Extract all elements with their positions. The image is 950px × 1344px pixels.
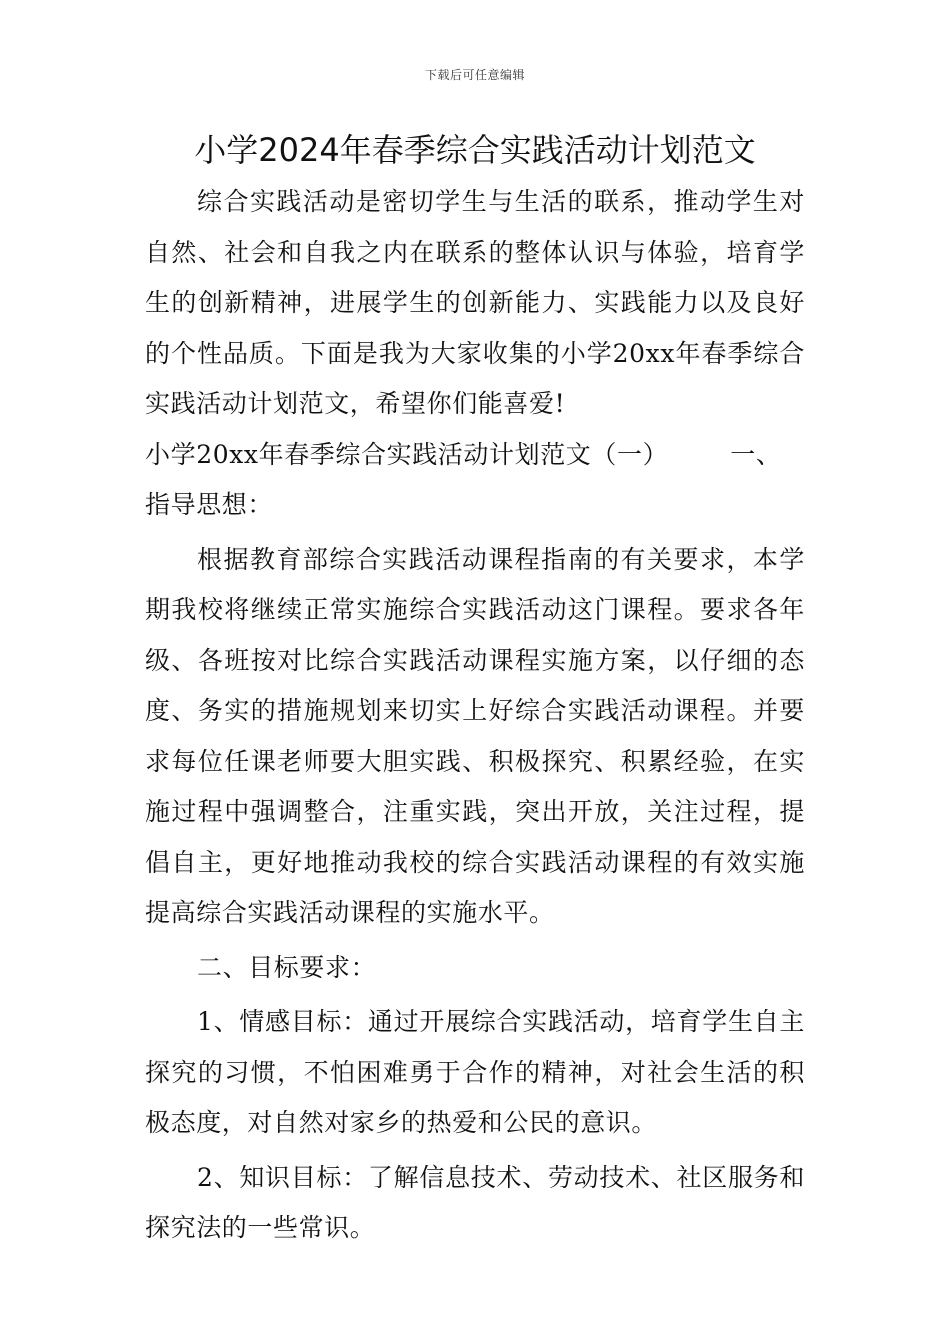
intro-paragraph: 综合实践活动是密切学生与生活的联系，推动学生对自然、社会和自我之内在联系的整体认识与体验，培育学生的创新精神，进展学生的创新能力、实践能力以及良好的个性品质。下面是我为大家收集的小学20xx年春季综合实践活动计划范文，希望你们能喜爱! (145, 187, 805, 418)
document-title: 小学2024年春季综合实践活动计划范文 (194, 131, 756, 169)
header-note: 下载后可任意编辑 (424, 68, 525, 82)
section-heading: 小学20xx年春季综合实践活动计划范文（一） (145, 439, 669, 469)
goals-heading: 二、目标要求： (197, 952, 377, 982)
goal-emotion-paragraph: 1、情感目标：通过开展综合实践活动，培育学生自主探究的习惯，不怕困难勇于合作的精神，对社会生活的积极态度，对自然对家乡的热爱和公民的意识。 (145, 1007, 805, 1137)
goal-knowledge-paragraph: 2、知识目标：了解信息技术、劳动技术、社区服务和探究法的一些常识。 (145, 1162, 805, 1242)
section-heading-line (145, 430, 805, 531)
document-body (145, 177, 805, 1254)
guiding-ideology-heading: 一、指导思想： (145, 439, 782, 519)
guiding-ideology-paragraph: 根据教育部综合实践活动课程指南的有关要求，本学期我校将继续正常实施综合实践活动这门课程。要求各年级、各班按对比综合实践活动课程实施方案，以仔细的态度、务实的措施规划来切实上好综合实践活动课程。并要求每位任课老师要大胆实践、积极探究、积累经验，在实施过程中强调整合，注重实践，突出开放，关注过程，提倡自主，更好地推动我校的综合实践活动课程的有效实施提高综合实践活动课程的实施水平。 (145, 544, 805, 927)
